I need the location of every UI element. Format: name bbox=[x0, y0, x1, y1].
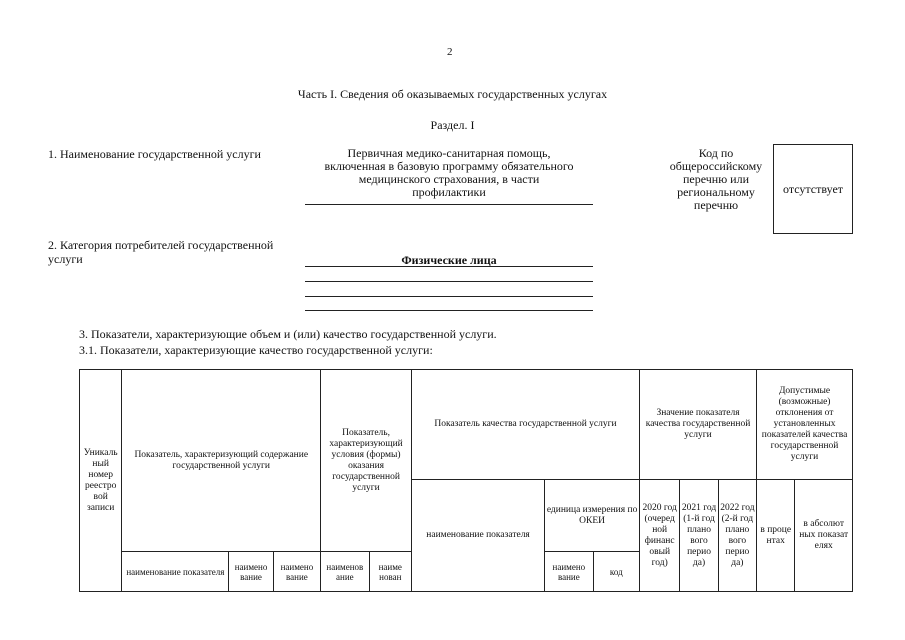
header-unique-number: Уникаль ный номер реестро вой записи bbox=[80, 370, 122, 592]
header-unit: единица измерения по ОКЕИ bbox=[545, 480, 640, 552]
service-name-line: Первичная медико-санитарная помощь, bbox=[347, 146, 551, 160]
registry-code-label-line: общероссийскому bbox=[669, 159, 763, 173]
page-number: 2 bbox=[447, 46, 453, 58]
quality-indicators-heading: 3.1. Показатели, характеризующие качество государственной услуги: bbox=[79, 343, 433, 357]
header-year-2020: 2020 год (очеред ной финанс овый год) bbox=[640, 480, 680, 592]
service-name-line: профилактики bbox=[412, 185, 486, 199]
part-title: Часть I. Сведения об оказываемых государственных услугах bbox=[297, 87, 608, 101]
header-indicator-name: наименование показателя bbox=[411, 480, 544, 592]
header-year-2022: 2022 год (2-й год плано вого перио да) bbox=[718, 480, 756, 592]
subheader-unit-code: код bbox=[593, 552, 639, 592]
category-underline bbox=[305, 281, 593, 282]
consumer-category-value: Физические лица bbox=[401, 253, 497, 267]
registry-code-value: отсутствует bbox=[782, 181, 844, 196]
registry-code-label-line: Код по bbox=[698, 146, 734, 160]
registry-code-label bbox=[662, 147, 770, 212]
subheader-unit-name: наимено вание bbox=[545, 552, 593, 592]
service-name-value bbox=[305, 147, 593, 199]
category-underline bbox=[305, 310, 593, 311]
subheader-name: наимено вание bbox=[229, 552, 273, 592]
consumer-category-label: 2. Категория потребителей государственной услуги bbox=[48, 238, 274, 266]
subheader-name: наименов ание bbox=[321, 552, 369, 592]
header-quality-indicator: Показатель качества государственной услуги bbox=[411, 370, 639, 480]
subheader-name: наимено вание bbox=[273, 552, 320, 592]
category-underline bbox=[305, 266, 593, 267]
registry-code-label-line: региональному bbox=[677, 185, 755, 199]
registry-code-label-line: перечню или bbox=[682, 172, 750, 186]
registry-code-box bbox=[773, 144, 853, 234]
header-year-2021: 2021 год (1-й год плано вого перио да) bbox=[680, 480, 718, 592]
header-absolute: в абсолют ных показат елях bbox=[795, 480, 853, 592]
category-underline bbox=[305, 296, 593, 297]
quality-indicators-table bbox=[79, 369, 853, 592]
registry-code-label-line: перечню bbox=[693, 198, 739, 212]
service-name-line: медицинского страхования, в части bbox=[358, 172, 540, 186]
subheader-name: наиме нован bbox=[369, 552, 411, 592]
header-condition-indicator: Показатель, характеризующий условия (формы) оказания государственной услуги bbox=[321, 370, 412, 552]
header-deviations: Допустимые (возможные) отклонения от установленных показателей качества государственной услуги bbox=[757, 370, 853, 480]
header-content-indicator: Показатель, характеризующий содержание государственной услуги bbox=[122, 370, 321, 552]
header-quality-value: Значение показателя качества государственной услуги bbox=[640, 370, 757, 480]
service-underline bbox=[305, 204, 593, 205]
service-name-label: 1. Наименование государственной услуги bbox=[48, 147, 261, 161]
subheader-indicator-name: наименование показателя bbox=[122, 552, 229, 592]
indicators-heading: 3. Показатели, характеризующие объем и (или) качество государственной услуги. bbox=[79, 327, 497, 341]
service-name-line: включенная в базовую программу обязательного bbox=[324, 159, 574, 173]
header-percent: в проце нтах bbox=[757, 480, 795, 592]
section-title: Раздел. I bbox=[430, 118, 475, 132]
